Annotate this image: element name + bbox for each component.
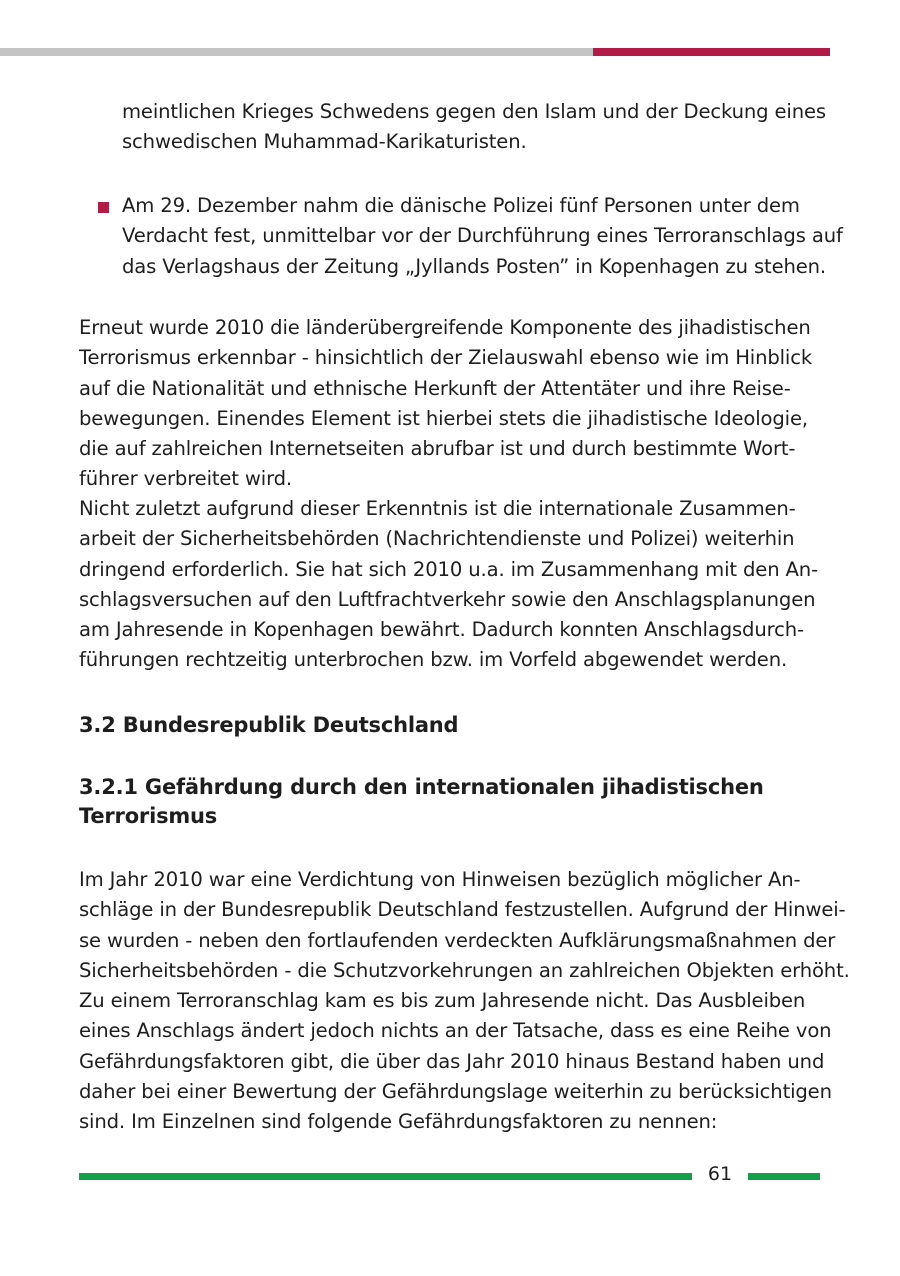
header-rule-grey [0, 48, 593, 56]
footer-rule-left [79, 1173, 692, 1180]
section-heading-3-2: 3.2 Bundesrepublik Deutschland [79, 713, 459, 737]
body-paragraph-2: Nicht zuletzt aufgrund dieser Erkenntnis ist die internationale Zusammen- arbeit der Sicherheitsbehörden (Nachrichtendienste und Polizei) weiterhin dringend erforderlich. Sie hat sich 2010 u.a. im Zusammenhang mit den An- schlagsversuchen auf den Luftfrachtverkehr sowie den Anschlagsplanungen am Jahresende in Kopenhagen bewährt. Dadurch konnten Anschlagsdurch- führungen rechtzeitig unterbrochen bzw. im Vorfeld abgewendet werden. [79, 497, 818, 672]
bullet-item-text: Am 29. Dezember nahm die dänische Polizei fünf Personen unter dem Verdacht fest, unmittelbar vor der Durchführung eines Terroranschlags auf das Verlagshaus der Zeitung „Jyllands Posten” in Kopenhagen zu stehen. [122, 194, 843, 278]
header-rule-red [593, 48, 830, 56]
bullet-square-icon [98, 202, 109, 213]
body-paragraph-1: Erneut wurde 2010 die länderübergreifende Komponente des jihadistischen Terrorismus erkennbar - hinsichtlich der Zielauswahl ebenso wie im Hinblick auf die Nationalität und ethnische Herkunft der Attentäter und ihre Reise- bewegungen. Einendes Element ist hierbei stets die jihadistische Ideologie, die auf zahlreichen Internetseiten abrufbar ist und durch bestimmte Wort- führer verbreitet wird. [79, 316, 813, 491]
footer-rule-right [748, 1173, 820, 1180]
page-number: 61 [707, 1163, 733, 1185]
body-paragraph-3: Im Jahr 2010 war eine Verdichtung von Hinweisen bezüglich möglicher An- schläge in der Bundesrepublik Deutschland festzustellen. Aufgrund der Hinwei- se wurden - neben den fortlaufenden verdeckten Aufklärungsmaßnahmen der Sicherheitsbehörden - die Schutzvorkehrungen an zahlreichen Objekten erhöht. Zu einem Terroranschlag kam es bis zum Jahresende nicht. Das Ausbleiben eines Anschlags ändert jedoch nichts an der Tatsache, dass es eine Reihe von Gefährdungsfaktoren gibt, die über das Jahr 2010 hinaus Bestand haben und daher bei einer Bewertung der Gefährdungslage weiterhin zu berücksichtigen sind. Im Einzelnen sind folgende Gefährdungsfaktoren zu nennen: [79, 868, 850, 1134]
continuation-paragraph: meintlichen Krieges Schwedens gegen den Islam und der Deckung eines schwedischen Muhammad-Karikaturisten. [122, 100, 826, 154]
section-heading-3-2-1: 3.2.1 Gefährdung durch den internationalen jihadistischen Terrorismus [79, 775, 764, 828]
